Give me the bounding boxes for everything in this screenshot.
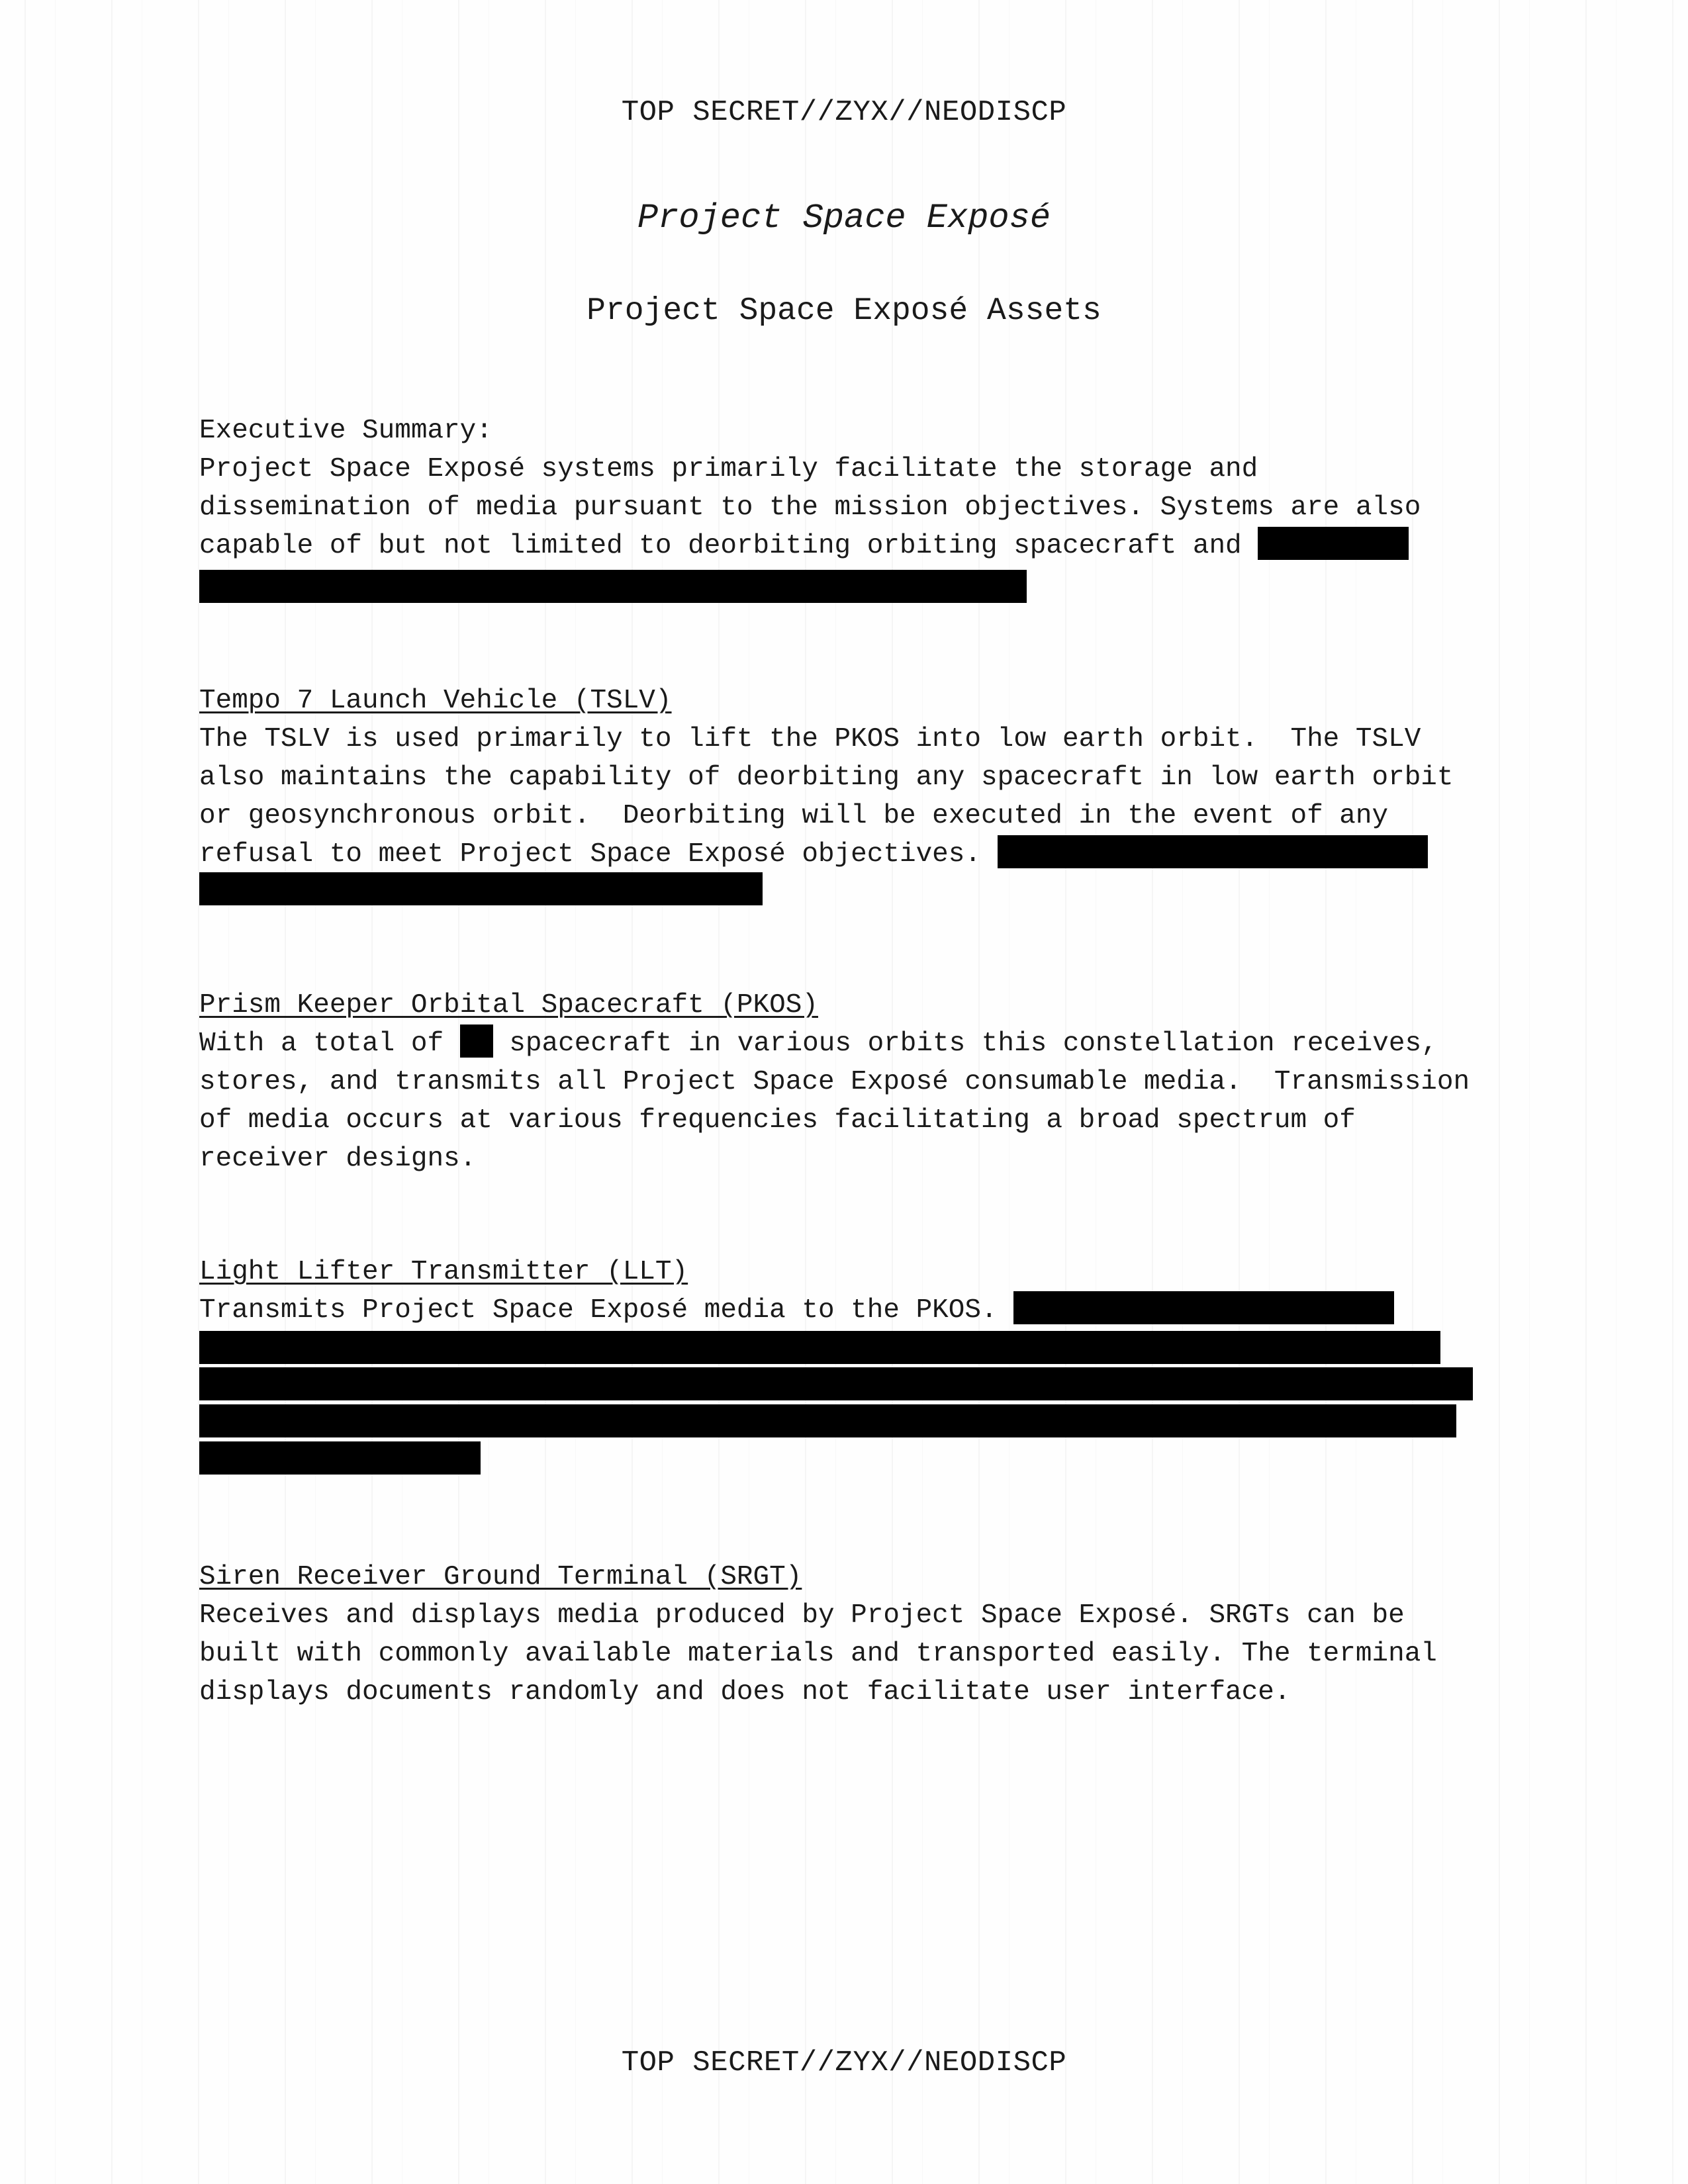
redaction-bar	[199, 1441, 481, 1475]
redaction-bar	[460, 1024, 493, 1058]
document-subtitle: Project Space Exposé Assets	[586, 293, 1102, 329]
pkos-heading: Prism Keeper Orbital Spacecraft (PKOS)	[199, 990, 818, 1021]
tslv-line: The TSLV is used primarily to lift the PKOS into low earth orbit. The TSLV	[199, 724, 1421, 754]
srgt-heading: Siren Receiver Ground Terminal (SRGT)	[199, 1562, 802, 1592]
llt-line	[199, 1291, 1394, 1330]
pkos-line-start: With a total of	[199, 1028, 460, 1059]
executive-summary-line: Project Space Exposé systems primarily facilitate the storage and	[199, 454, 1258, 484]
pkos-line: stores, and transmits all Project Space Exposé consumable media. Transmission	[199, 1067, 1470, 1097]
redaction-bar	[998, 835, 1428, 868]
redaction-bar	[199, 1331, 1440, 1364]
tslv-line: also maintains the capability of deorbiting any spacecraft in low earth orbit	[199, 762, 1454, 793]
executive-summary-heading: Executive Summary:	[199, 416, 492, 446]
pkos-line	[199, 1024, 1438, 1063]
pkos-line: of media occurs at various frequencies facilitating a broad spectrum of	[199, 1105, 1356, 1136]
redaction-bar	[1258, 527, 1409, 560]
pkos-line-end: spacecraft in various orbits this constellation receives,	[492, 1028, 1438, 1059]
srgt-line: built with commonly available materials and transported easily. The terminal	[199, 1639, 1437, 1669]
document-title: Project Space Exposé	[637, 199, 1051, 238]
classification-header: TOP SECRET//ZYX//NEODISCP	[621, 96, 1067, 129]
tslv-line	[199, 835, 1428, 874]
redaction-bar	[199, 570, 1027, 603]
redaction-bar	[199, 1404, 1456, 1437]
llt-line-text: Transmits Project Space Exposé media to the PKOS.	[199, 1295, 1014, 1326]
redaction-bar	[199, 872, 763, 905]
pkos-line: receiver designs.	[199, 1144, 477, 1174]
tslv-line-text: refusal to meet Project Space Exposé objectives.	[199, 839, 998, 870]
redaction-bar	[1013, 1291, 1394, 1324]
classification-footer: TOP SECRET//ZYX//NEODISCP	[621, 2046, 1067, 2079]
executive-summary-line: dissemination of media pursuant to the mission objectives. Systems are also	[199, 492, 1421, 523]
tslv-line: or geosynchronous orbit. Deorbiting will be executed in the event of any	[199, 801, 1389, 831]
executive-summary-line-text: capable of but not limited to deorbiting orbiting spacecraft and	[199, 531, 1258, 561]
tslv-heading: Tempo 7 Launch Vehicle (TSLV)	[199, 686, 672, 716]
srgt-line: displays documents randomly and does not facilitate user interface.	[199, 1677, 1291, 1707]
llt-heading: Light Lifter Transmitter (LLT)	[199, 1257, 688, 1287]
srgt-line: Receives and displays media produced by Project Space Exposé. SRGTs can be	[199, 1600, 1405, 1631]
redaction-bar	[199, 1367, 1473, 1400]
executive-summary-line	[199, 527, 1409, 565]
